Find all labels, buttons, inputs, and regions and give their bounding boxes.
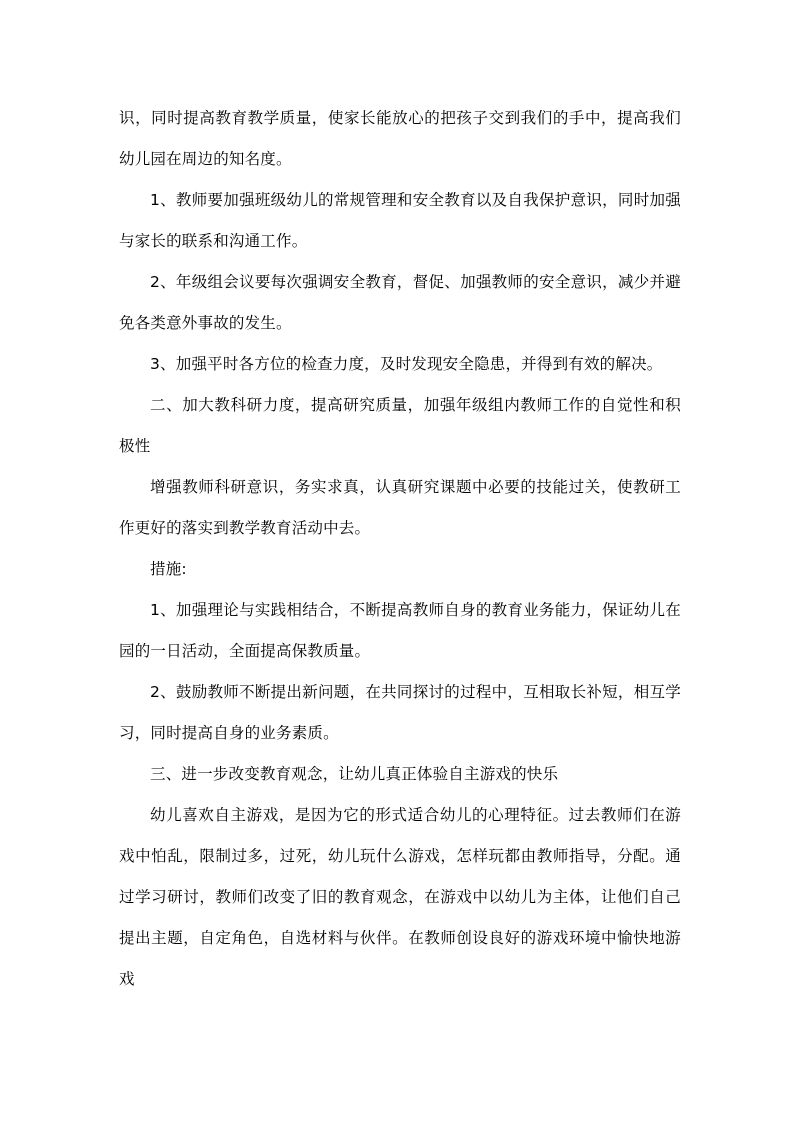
document-body: [119, 98, 681, 1000]
paragraph-measure-1: 1、教师要加强班级幼儿的常规管理和安全教育以及自我保护意识，同时加强与家长的联系和沟通工作。: [119, 191, 681, 250]
paragraph-measure-2: 2、年级组会议要每次强调安全教育，督促、加强教师的安全意识，减少并避免各类意外事故的发生。: [119, 273, 681, 332]
paragraph-measure-3: 3、加强平时各方位的检查力度，及时发现安全隐患，并得到有效的解决。: [150, 355, 663, 373]
paragraph-continued-text: 识，同时提高教育教学质量，使家长能放心的把孩子交到我们的手中，提高我们幼儿园在周边的知名度。: [119, 109, 681, 168]
section-heading-3: 三、进一步改变教育观念，让幼儿真正体验自主游戏的快乐: [150, 765, 559, 783]
paragraph-research-measure-2: 2、鼓励教师不断提出新问题，在共同探讨的过程中，互相取长补短，相互学习，同时提高自身的业务素质。: [119, 683, 681, 742]
paragraph-research-awareness: 增强教师科研意识，务实求真，认真研究课题中必要的技能过关，使教研工作更好的落实到教学教育活动中去。: [119, 478, 681, 537]
paragraph-research-measure-1: 1、加强理论与实践相结合，不断提高教师自身的教育业务能力，保证幼儿在园的一日活动，全面提高保教质量。: [119, 601, 681, 660]
measures-label: 措施:: [150, 560, 187, 578]
paragraph-self-directed-play: 幼儿喜欢自主游戏，是因为它的形式适合幼儿的心理特征。过去教师们在游戏中怕乱，限制过多，过死，幼儿玩什么游戏，怎样玩都由教师指导，分配。通过学习研讨，教师们改变了旧的教育观念，在游戏中以幼儿为主体，让他们自己提出主题，自定角色，自选材料与伙伴。在教师创设良好的游戏环境中愉快地游戏: [119, 806, 681, 988]
section-heading-2: 二、加大教科研力度，提高研究质量，加强年级组内教师工作的自觉性和积极性: [119, 396, 681, 455]
